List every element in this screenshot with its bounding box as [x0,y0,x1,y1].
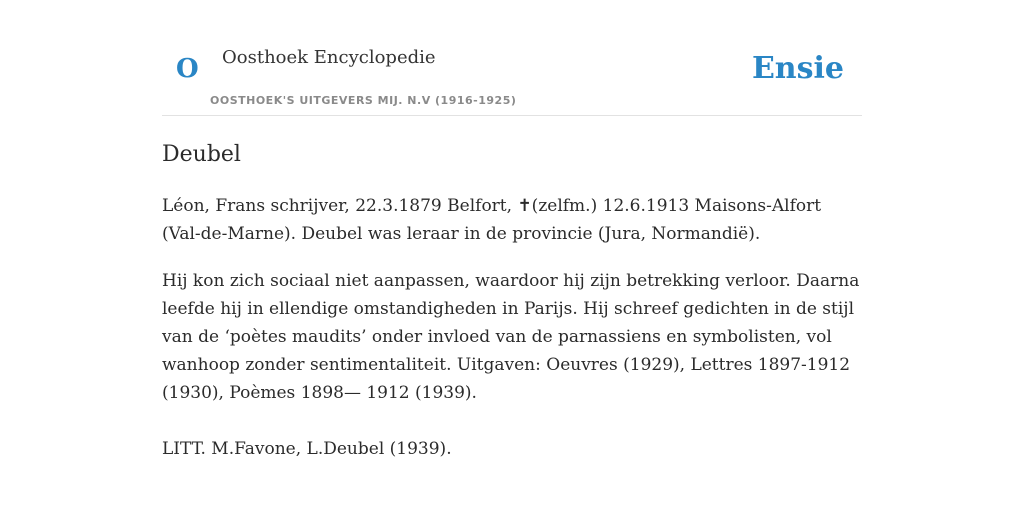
article-paragraph: Hij kon zich sociaal niet aanpassen, waardoor hij zijn betrekking verloor. Daarna leefde hij in ellendige omstandigheden in Parijs. Hij schreef gedichten in de stijl van de ‘poètes maudits’ onder invloed van de parnassiens en symbolisten, vol wanhoop zonder sentimentaliteit. Uitgaven: Oeuvres (1929), Lettres 1897-1912 (1930), Poèmes 1898— 1912 (1939). [162,271,860,403]
brand-logo-link[interactable]: Ensie [751,51,844,86]
page [162,0,862,459]
entry-title: Deubel [162,142,241,167]
literature-reference: LITT. M.Favone, L.Deubel (1939). [162,439,452,459]
article-paragraph: Léon, Frans schrijver, 22.3.1879 Belfort, ✝(zelfm.) 12.6.1913 Maisons-Alfort (Val-de-Marne). Deubel was leraar in de provincie (Jura, Normandië). [162,196,822,244]
site-header [162,0,862,116]
site-title-link[interactable]: Oosthoek Encyclopedie [222,47,436,68]
logo-mark[interactable]: O [176,54,199,84]
site-subtitle: OOSTHOEK'S UITGEVERS MIJ. N.V (1916-1925) [210,94,517,107]
